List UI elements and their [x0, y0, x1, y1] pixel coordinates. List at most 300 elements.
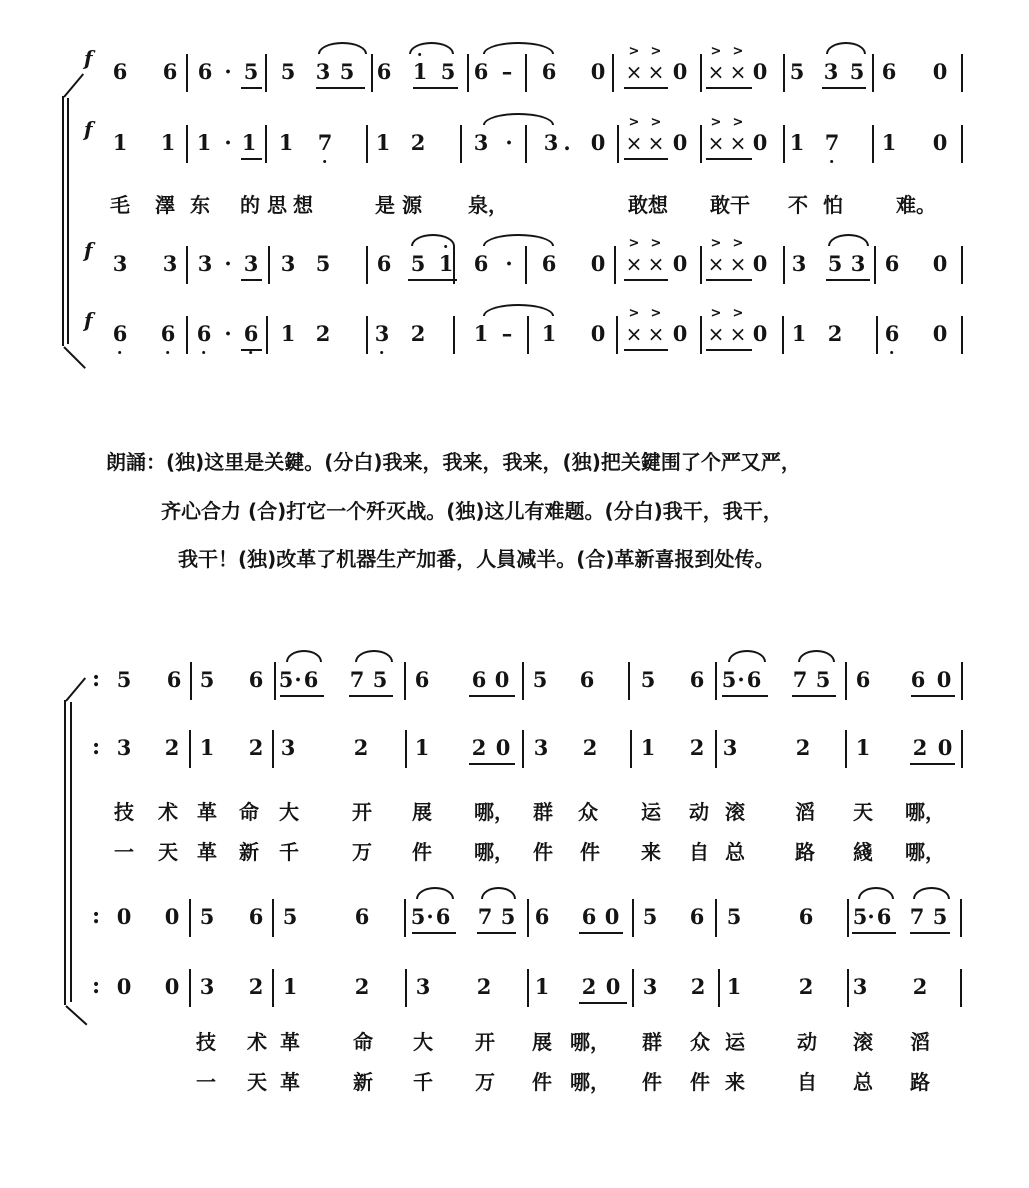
barline — [960, 899, 962, 937]
note: 1 — [791, 321, 807, 346]
beam-underline — [408, 279, 457, 281]
beam-underline — [349, 695, 393, 697]
note: 0 — [164, 904, 180, 929]
barline — [632, 969, 634, 1007]
barline — [453, 316, 455, 354]
barline — [700, 54, 702, 92]
lyric-char: 敢干 — [710, 193, 750, 217]
note: 0 — [495, 735, 511, 760]
lyric-char: 革 — [197, 800, 217, 824]
octave-down-dot — [167, 351, 170, 354]
lyric-char: 革 — [280, 1070, 300, 1094]
percussion-note: × > — [729, 44, 747, 84]
barline — [872, 125, 874, 163]
note: 0 — [752, 130, 768, 155]
barline — [961, 54, 963, 92]
note: 7 — [477, 904, 493, 929]
lyric-char: 千 — [413, 1070, 433, 1094]
lyric-char: 革 — [280, 1030, 300, 1054]
note: 3 — [243, 251, 259, 276]
note: 5 — [282, 904, 298, 929]
note: 3 — [642, 974, 658, 999]
note: 3 — [280, 735, 296, 760]
note: 1 — [640, 735, 656, 760]
barline — [845, 662, 847, 700]
note: . — [563, 130, 571, 155]
note: 1 — [439, 252, 454, 276]
barline — [715, 899, 717, 937]
note: 0 — [494, 667, 510, 692]
note: 2 — [248, 735, 264, 760]
note: 0 — [937, 735, 953, 760]
note: 0 — [752, 59, 768, 84]
note: 3 — [791, 251, 807, 276]
note: 6 — [112, 59, 128, 84]
note: 3 — [473, 130, 489, 155]
lyric-char: 滔 — [910, 1030, 930, 1054]
note: 6 — [885, 322, 900, 346]
slur-arc — [828, 234, 869, 246]
note: 0 — [590, 59, 606, 84]
note: 1 — [112, 130, 128, 155]
note: 3 — [162, 251, 178, 276]
system-brace-inner — [70, 702, 72, 1002]
lyric-char: 展 — [412, 800, 432, 824]
slur-arc — [416, 887, 454, 899]
barline — [265, 54, 267, 92]
note: 6 — [534, 904, 550, 929]
barline — [186, 246, 188, 284]
lyric-char: 众 — [690, 1030, 710, 1054]
note: 1 — [196, 130, 212, 155]
lyric-char: 件 — [412, 840, 432, 864]
barline — [366, 316, 368, 354]
octave-down-dot — [381, 351, 384, 354]
system-brace-bottom — [65, 1005, 87, 1025]
note: 5 — [827, 251, 843, 276]
percussion-note: × > — [707, 236, 725, 276]
note: 6 — [244, 322, 259, 346]
barline — [527, 316, 529, 354]
lyric-char: 件 — [533, 840, 553, 864]
barline — [527, 899, 529, 937]
note: 1 — [541, 321, 557, 346]
note: · — [426, 904, 434, 929]
beam-underline — [241, 158, 262, 160]
barline — [630, 730, 632, 768]
barline — [186, 54, 188, 92]
barline — [190, 662, 192, 700]
note: 6 — [689, 667, 705, 692]
note: 3 — [112, 251, 128, 276]
note: 6 — [248, 904, 264, 929]
note: 5 — [199, 667, 215, 692]
accent-mark: > — [650, 236, 662, 251]
barline — [272, 899, 274, 937]
barline — [614, 246, 616, 284]
lyric-char: 命 — [353, 1030, 373, 1054]
note: 0 — [590, 251, 606, 276]
barline — [404, 899, 406, 937]
note: 6 — [746, 667, 762, 692]
lyric-char: 运 — [641, 800, 661, 824]
lyric-char: 大 — [279, 800, 299, 824]
system-brace — [62, 96, 64, 346]
note: 0 — [590, 130, 606, 155]
note: 6 — [113, 322, 128, 346]
note: 1 — [280, 321, 296, 346]
note: 0 — [590, 321, 606, 346]
slur-arc — [483, 42, 554, 54]
barline — [268, 246, 270, 284]
barline — [186, 316, 188, 354]
barline — [845, 730, 847, 768]
note: 2 — [798, 974, 814, 999]
beam-underline — [579, 932, 623, 934]
dynamic-forte: f — [84, 46, 93, 70]
lyric-char: 天 — [853, 800, 873, 824]
percussion-note: × > — [707, 306, 725, 346]
note: 0 — [932, 321, 948, 346]
beam-underline — [911, 695, 955, 697]
note: 7 — [825, 131, 840, 155]
note: 6 — [910, 667, 926, 692]
lyric-char: 件 — [690, 1070, 710, 1094]
barline — [960, 969, 962, 1007]
lyric-char: 千 — [279, 840, 299, 864]
note: 3 — [375, 322, 390, 346]
octave-down-dot — [119, 351, 122, 354]
beam-underline — [624, 349, 668, 351]
percussion-note: × > — [625, 236, 643, 276]
lyric-char: 天 — [247, 1070, 267, 1094]
note: 0 — [932, 130, 948, 155]
note: 1 — [414, 735, 430, 760]
note: 3 — [823, 59, 839, 84]
note: · — [224, 59, 232, 84]
beam-underline — [706, 87, 752, 89]
system-brace-inner — [67, 98, 69, 344]
slur-arc — [411, 234, 455, 246]
note: 3 — [852, 974, 868, 999]
barline — [700, 125, 702, 163]
note: 6 — [471, 667, 487, 692]
barline — [961, 316, 963, 354]
note: 7 — [909, 904, 925, 929]
slur-arc — [409, 42, 454, 54]
lyric-char: 难。 — [896, 193, 936, 217]
note: 6 — [473, 59, 489, 84]
recitation-line: 我干！(独)改革了机器生产加番，人員减半。(合)革新喜报到处传。 — [178, 547, 775, 571]
note: 3 — [850, 251, 866, 276]
accent-mark: > — [732, 115, 744, 130]
accent-mark: > — [628, 44, 640, 59]
note: 1 — [278, 130, 294, 155]
barline — [527, 969, 529, 1007]
repeat-sign: : — [92, 734, 101, 760]
percussion-note: × > — [647, 44, 665, 84]
octave-down-dot — [324, 160, 327, 163]
note: 2 — [795, 735, 811, 760]
note: 0 — [116, 974, 132, 999]
lyric-char: 动 — [797, 1030, 817, 1054]
lyric-char: 是 — [375, 193, 395, 217]
note: 1 — [413, 60, 428, 84]
note: 0 — [164, 974, 180, 999]
lyric-char: 众 — [578, 800, 598, 824]
barline — [467, 54, 469, 92]
lyric-char: 怕 — [823, 193, 843, 217]
percussion-note: × > — [647, 306, 665, 346]
note: 1 — [855, 735, 871, 760]
lyric-char: 泉， — [468, 193, 508, 217]
lyric-char: 大 — [413, 1030, 433, 1054]
lyric-char: 哪， — [474, 840, 514, 864]
barline — [189, 730, 191, 768]
lyric-char: 件 — [580, 840, 600, 864]
note: 5 — [642, 904, 658, 929]
barline — [874, 246, 876, 284]
note: 2 — [689, 735, 705, 760]
percussion-note: × > — [625, 115, 643, 155]
lyric-char: 路 — [795, 840, 815, 864]
beam-underline — [624, 87, 668, 89]
note: · — [294, 667, 302, 692]
note: 0 — [936, 667, 952, 692]
note: 1 — [534, 974, 550, 999]
note: 6 — [354, 904, 370, 929]
note: 6 — [855, 667, 871, 692]
beam-underline — [826, 279, 870, 281]
note: 1 — [881, 130, 897, 155]
beam-underline — [469, 763, 515, 765]
lyric-char: 想 — [293, 193, 313, 217]
note: 6 — [876, 904, 892, 929]
dynamic-forte: f — [84, 308, 93, 332]
lyric-char: 思 — [267, 193, 287, 217]
note: 2 — [248, 974, 264, 999]
lyric-char: 敢想 — [628, 193, 668, 217]
note: 7 — [318, 131, 333, 155]
beam-underline — [910, 763, 955, 765]
beam-underline — [624, 279, 668, 281]
note: · — [867, 904, 875, 929]
slur-arc — [355, 650, 393, 662]
note: 5 — [640, 667, 656, 692]
note: 5 — [410, 251, 426, 276]
barline — [961, 662, 963, 700]
note: 0 — [672, 251, 688, 276]
lyric-char: 一 — [114, 840, 134, 864]
percussion-note: × > — [729, 236, 747, 276]
note: 1 — [282, 974, 298, 999]
note: 5 — [726, 904, 742, 929]
note: 5 — [372, 667, 388, 692]
lyric-char: 群 — [533, 800, 553, 824]
note: 5 — [278, 667, 294, 692]
note: 5 — [849, 59, 865, 84]
lyric-char: 革 — [197, 840, 217, 864]
lyric-char: 天 — [158, 840, 178, 864]
beam-underline — [302, 695, 324, 697]
barline — [525, 125, 527, 163]
repeat-sign: : — [92, 973, 101, 999]
note: 2 — [582, 735, 598, 760]
beam-underline — [477, 932, 516, 934]
lyric-char: 源 — [402, 193, 422, 217]
lyric-char: 展 — [532, 1030, 552, 1054]
slur-arc — [483, 234, 554, 246]
lyric-char: 总 — [853, 1070, 873, 1094]
note: 5 — [199, 904, 215, 929]
octave-down-dot — [250, 351, 253, 354]
percussion-note: × > — [729, 306, 747, 346]
note: 5 — [815, 667, 831, 692]
beam-underline — [434, 932, 456, 934]
accent-mark: > — [628, 306, 640, 321]
percussion-note: × > — [647, 236, 665, 276]
barline — [872, 54, 874, 92]
accent-mark: > — [628, 115, 640, 130]
note: 0 — [752, 321, 768, 346]
accent-mark: > — [650, 115, 662, 130]
note: 5 — [410, 904, 426, 929]
lyric-char: 万 — [352, 840, 372, 864]
note: 2 — [581, 974, 597, 999]
note: 0 — [672, 321, 688, 346]
note: 6 — [166, 667, 182, 692]
barline — [782, 316, 784, 354]
barline — [272, 730, 274, 768]
beam-underline — [469, 695, 515, 697]
note: 6 — [881, 59, 897, 84]
note: 6 — [435, 904, 451, 929]
lyric-char: 的 — [240, 193, 260, 217]
barline — [628, 662, 630, 700]
note: 0 — [672, 59, 688, 84]
percussion-note: × > — [625, 306, 643, 346]
slur-arc — [318, 42, 367, 54]
beam-underline — [413, 87, 458, 89]
note: 3 — [315, 59, 331, 84]
lyric-char: 哪， — [905, 840, 945, 864]
accent-mark: > — [710, 44, 722, 59]
note: · — [224, 251, 232, 276]
beam-underline — [241, 279, 262, 281]
note: 6 — [473, 251, 489, 276]
lyric-char: 哪， — [570, 1070, 610, 1094]
note: 7 — [792, 667, 808, 692]
note: 5 — [721, 667, 737, 692]
beam-underline — [792, 695, 836, 697]
lyric-char: 滔 — [795, 800, 815, 824]
note: 2 — [690, 974, 706, 999]
note: 3 — [533, 735, 549, 760]
system-brace — [64, 700, 66, 1005]
note: 6 — [541, 59, 557, 84]
system-brace-bottom — [63, 346, 86, 369]
lyric-char: 綫 — [853, 840, 873, 864]
barline — [186, 125, 188, 163]
barline — [405, 730, 407, 768]
note: 6 — [689, 904, 705, 929]
lyric-char: 哪， — [905, 800, 945, 824]
note: 3 — [116, 735, 132, 760]
barline — [189, 899, 191, 937]
note: 6 — [248, 667, 264, 692]
barline — [616, 316, 618, 354]
note: 6 — [414, 667, 430, 692]
note: · — [505, 251, 513, 276]
note: · — [737, 667, 745, 692]
lyric-char: 动 — [689, 800, 709, 824]
note: 2 — [912, 974, 928, 999]
barline — [366, 246, 368, 284]
lyric-char: 件 — [532, 1070, 552, 1094]
note: 3 — [722, 735, 738, 760]
barline — [525, 54, 527, 92]
beam-underline — [316, 87, 365, 89]
barline — [715, 662, 717, 700]
note: 5 — [852, 904, 868, 929]
note: 1 — [473, 321, 489, 346]
note: 0 — [932, 59, 948, 84]
slur-arc — [798, 650, 835, 662]
barline — [265, 125, 267, 163]
note: 1 — [726, 974, 742, 999]
barline — [522, 730, 524, 768]
lyric-char: 滚 — [853, 1030, 873, 1054]
beam-underline — [706, 349, 752, 351]
accent-mark: > — [732, 236, 744, 251]
lyric-char: 毛 — [110, 193, 130, 217]
note: 3 — [415, 974, 431, 999]
accent-mark: > — [650, 44, 662, 59]
lyric-char: 件 — [642, 1070, 662, 1094]
barline — [847, 899, 849, 937]
lyric-char: 命 — [239, 800, 259, 824]
note: 5 — [500, 904, 516, 929]
note: 0 — [116, 904, 132, 929]
system-brace-top — [65, 677, 86, 701]
dynamic-forte: f — [84, 238, 93, 262]
accent-mark: > — [710, 236, 722, 251]
barline — [612, 54, 614, 92]
beam-underline — [745, 695, 768, 697]
lyric-char: 一 — [196, 1070, 216, 1094]
note: 6 — [541, 251, 557, 276]
note: 3 — [197, 251, 213, 276]
barline — [266, 316, 268, 354]
beam-underline — [706, 158, 752, 160]
recitation-line: 朗誦：(独)这里是关鍵。(分白)我来，我来，我来，(独)把关鍵围了个严又严， — [106, 450, 801, 474]
barline — [366, 125, 368, 163]
note: 0 — [605, 974, 621, 999]
note: · — [224, 321, 232, 346]
note: 6 — [162, 59, 178, 84]
beam-underline — [241, 349, 262, 351]
percussion-note: × > — [647, 115, 665, 155]
note: 5 — [440, 59, 456, 84]
note: 2 — [315, 321, 331, 346]
lyric-char: 来 — [641, 840, 661, 864]
lyric-char: 术 — [158, 800, 178, 824]
lyric-char: 群 — [642, 1030, 662, 1054]
note: 5 — [532, 667, 548, 692]
lyric-char: 来 — [725, 1070, 745, 1094]
lyric-char: 术 — [247, 1030, 267, 1054]
note: 5 — [116, 667, 132, 692]
